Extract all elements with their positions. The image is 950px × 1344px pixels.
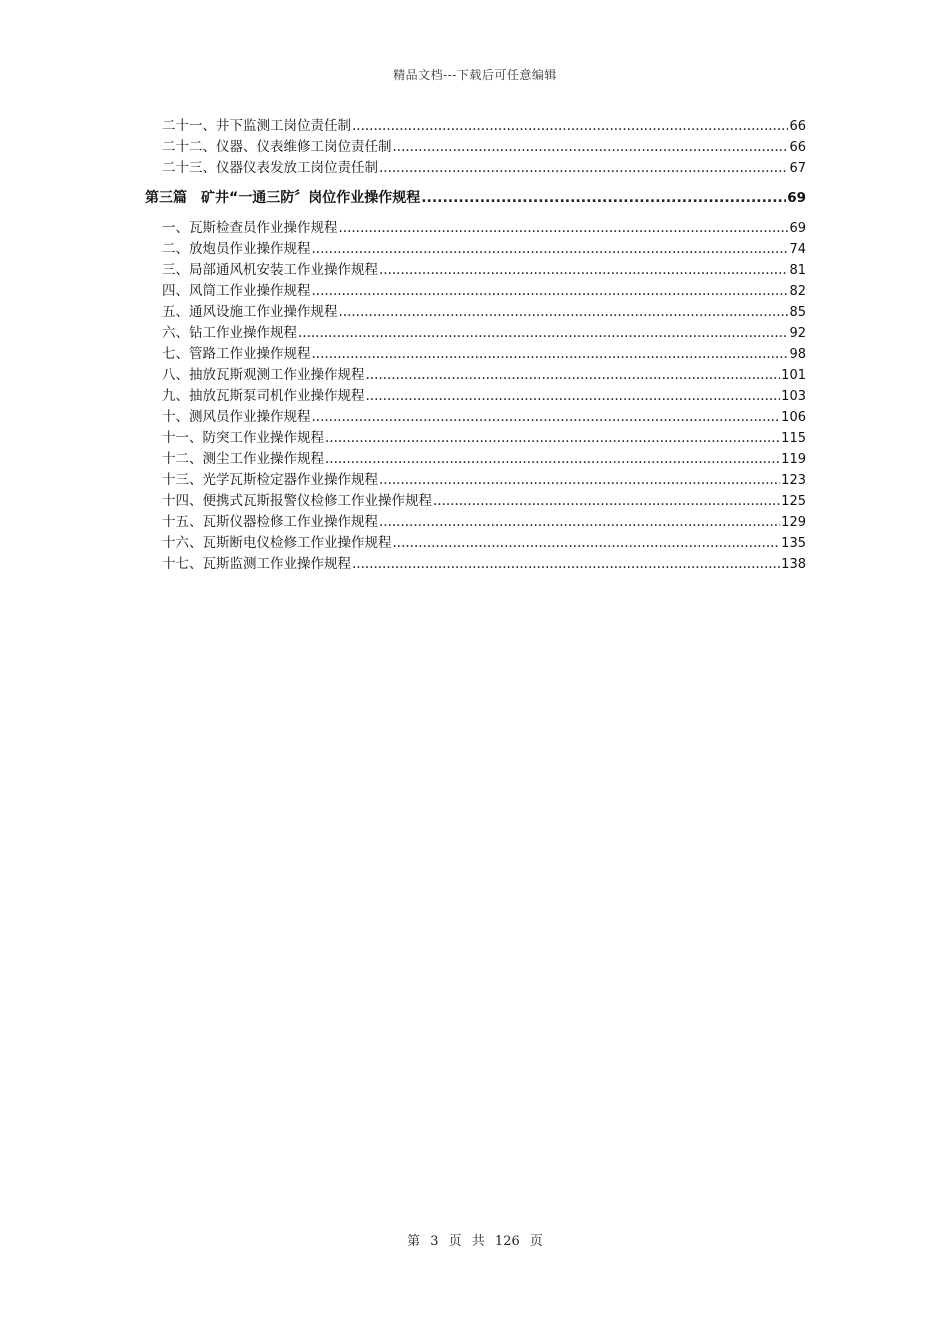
toc-leader-dots [421, 188, 786, 208]
toc-entry[interactable] [162, 365, 806, 385]
toc-entry-page: 125 [781, 494, 806, 509]
toc-entry-title: 六、钻工作业操作规程 [162, 325, 297, 341]
toc-entry[interactable] [162, 407, 806, 427]
toc-entry-page: 66 [789, 140, 806, 155]
toc-leader-dots [379, 260, 788, 280]
toc-entry-page: 123 [781, 473, 806, 488]
toc-entry-page: 119 [781, 452, 806, 467]
toc-leader-dots [393, 137, 789, 157]
toc-entry-title: 一、瓦斯检查员作业操作规程 [162, 220, 338, 236]
toc-entry-title: 十、测风员作业操作规程 [162, 409, 311, 425]
toc-entry[interactable] [162, 386, 806, 406]
toc-part-page: 69 [787, 190, 806, 206]
toc-entry[interactable] [162, 218, 806, 238]
toc-entry[interactable] [162, 260, 806, 280]
toc-entry-title: 二十一、井下监测工岗位责任制 [162, 118, 351, 134]
toc-entry-title: 二、放炮员作业操作规程 [162, 241, 311, 257]
toc-entry[interactable] [162, 158, 806, 178]
toc-entry-title: 十六、瓦斯断电仪检修工作业操作规程 [162, 535, 392, 551]
toc-entry-page: 82 [789, 284, 806, 299]
toc-leader-dots [352, 554, 780, 574]
toc-entry-title: 九、抽放瓦斯泵司机作业操作规程 [162, 388, 365, 404]
page-header: 精品文档---下载后可任意编辑 [393, 68, 557, 82]
toc-entry[interactable] [162, 281, 806, 301]
toc-entry-title: 二十二、仪器、仪表维修工岗位责任制 [162, 139, 392, 155]
toc-entry-page: 101 [781, 368, 806, 383]
toc-entry[interactable] [162, 428, 806, 448]
toc-entry-page: 129 [781, 515, 806, 530]
toc-leader-dots [379, 470, 780, 490]
toc-entry-page: 67 [789, 161, 806, 176]
toc-leader-dots [312, 407, 781, 427]
toc-entry[interactable] [162, 137, 806, 157]
toc-entry-title: 五、通风设施工作业操作规程 [162, 304, 338, 320]
toc-entry-page: 98 [789, 347, 806, 362]
toc-leader-dots [366, 365, 781, 385]
toc-entry-page: 81 [789, 263, 806, 278]
toc-entry-page: 103 [781, 389, 806, 404]
toc-entry-page: 66 [789, 119, 806, 134]
toc-entry-page: 92 [789, 326, 806, 341]
toc-leader-dots [366, 386, 781, 406]
toc-entry-title: 八、抽放瓦斯观测工作业操作规程 [162, 367, 365, 383]
toc-entry-title: 四、风筒工作业操作规程 [162, 283, 311, 299]
toc-leader-dots [352, 116, 788, 136]
toc-entry-page: 138 [781, 557, 806, 572]
toc-entry[interactable] [162, 116, 806, 136]
toc-leader-dots [379, 158, 788, 178]
toc-entry-title: 十一、防突工作业操作规程 [162, 430, 324, 446]
toc-entry-title: 二十三、仪器仪表发放工岗位责任制 [162, 160, 378, 176]
toc-leader-dots [339, 302, 789, 322]
toc-entry[interactable] [162, 491, 806, 511]
toc-part-entry[interactable] [145, 188, 806, 208]
toc-leader-dots [339, 218, 789, 238]
toc-entry-title: 十二、测尘工作业操作规程 [162, 451, 324, 467]
toc-entry-title: 十七、瓦斯监测工作业操作规程 [162, 556, 351, 572]
toc-entry-title: 十三、光学瓦斯检定器作业操作规程 [162, 472, 378, 488]
toc-leader-dots [433, 491, 780, 511]
toc-entry-page: 106 [781, 410, 806, 425]
toc-entry[interactable] [162, 344, 806, 364]
toc-leader-dots [312, 344, 789, 364]
toc-leader-dots [312, 281, 789, 301]
toc-leader-dots [325, 428, 780, 448]
toc-entry-page: 115 [781, 431, 806, 446]
toc-leader-dots [312, 239, 789, 259]
toc-entry-title: 三、局部通风机安装工作业操作规程 [162, 262, 378, 278]
toc-entry[interactable] [162, 512, 806, 532]
toc-entry[interactable] [162, 302, 806, 322]
toc-entry[interactable] [162, 470, 806, 490]
toc-entry-page: 135 [781, 536, 806, 551]
toc-entry-title: 七、管路工作业操作规程 [162, 346, 311, 362]
toc-entry-title: 十五、瓦斯仪器检修工作业操作规程 [162, 514, 378, 530]
toc-leader-dots [325, 449, 780, 469]
toc-entry-title: 十四、便携式瓦斯报警仪检修工作业操作规程 [162, 493, 432, 509]
page-footer: 第 3 页 共 126 页 [407, 1234, 543, 1249]
toc-entry[interactable] [162, 533, 806, 553]
toc-leader-dots [298, 323, 788, 343]
toc-entry[interactable] [162, 323, 806, 343]
toc-entry[interactable] [162, 239, 806, 259]
toc-entry[interactable] [162, 554, 806, 574]
toc-entry-page: 74 [789, 242, 806, 257]
toc-entry-page: 69 [789, 221, 806, 236]
toc-leader-dots [393, 533, 781, 553]
toc-entry[interactable] [162, 449, 806, 469]
toc-leader-dots [379, 512, 780, 532]
toc-part-title: 第三篇 矿井“一通三防〞岗位作业操作规程 [145, 190, 421, 206]
toc-entry-page: 85 [789, 305, 806, 320]
